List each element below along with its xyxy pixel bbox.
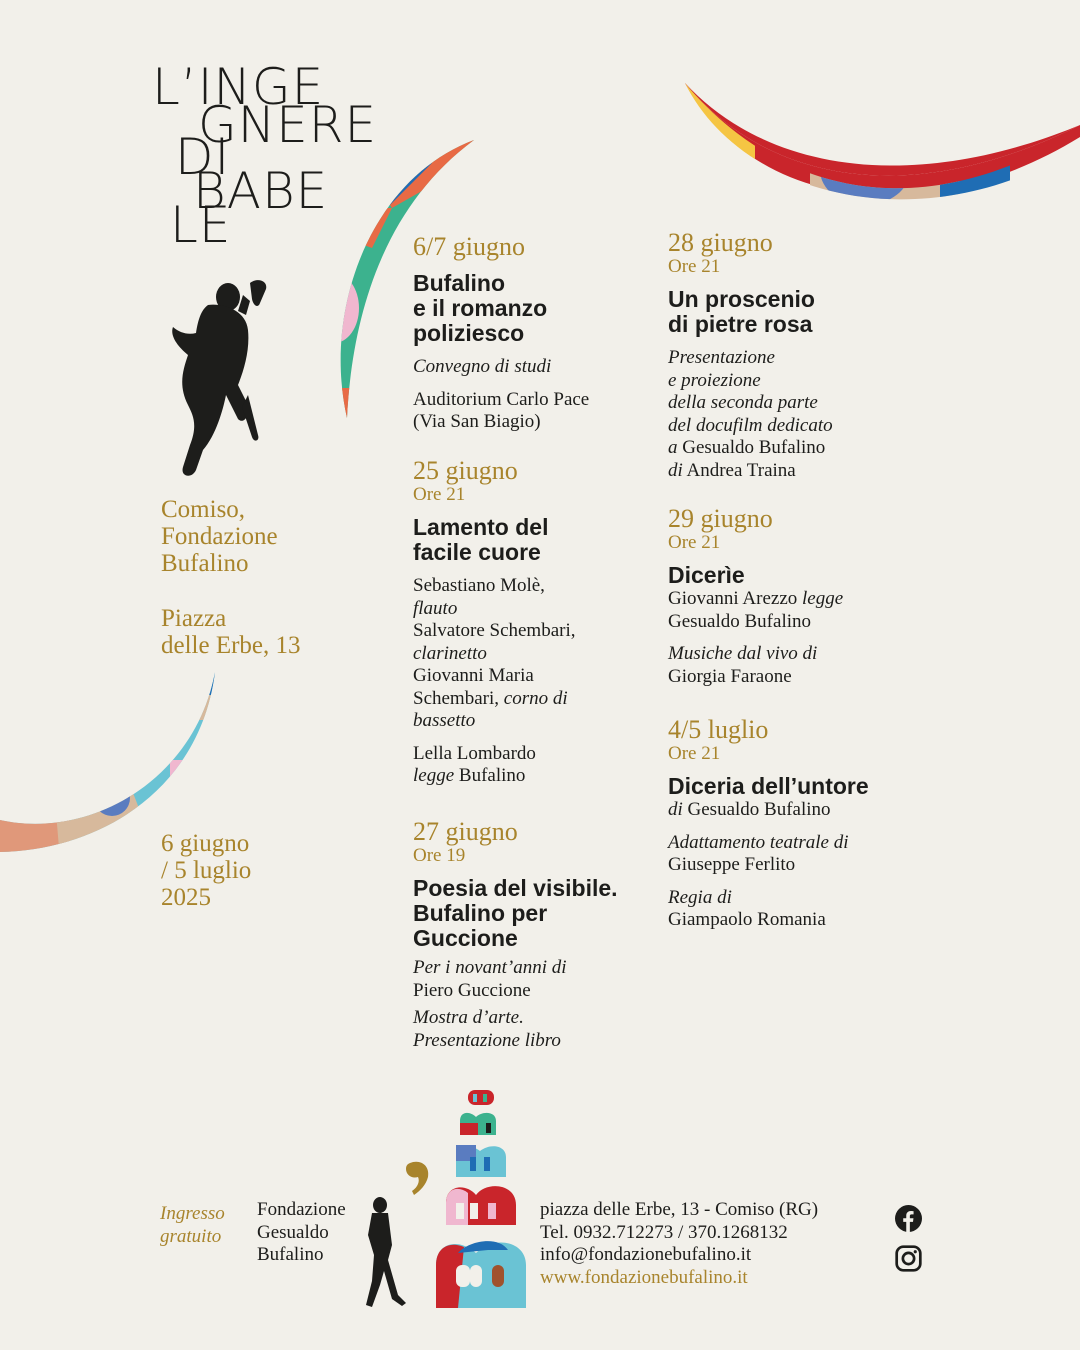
event-date: 29 giugno <box>668 504 773 533</box>
event-title-line: e il romanzo <box>413 295 548 321</box>
event-title-line: Bufalino per <box>413 900 548 926</box>
email-link[interactable]: info@fondazionebufalino.it <box>540 1244 752 1265</box>
event-title-line: Dicerìe <box>668 562 745 588</box>
event-title-line: Diceria dell’untore <box>668 773 869 799</box>
event-title-line: Lamento del <box>413 514 549 540</box>
phone: Tel. 0932.712273 / 370.1268132 <box>540 1221 788 1243</box>
event-29-giugno <box>668 505 908 688</box>
event-desc-line: Presentazione <box>668 347 775 368</box>
reads-label: legge <box>413 765 455 786</box>
dates-block <box>161 830 251 911</box>
apostrophe-mark <box>406 1162 428 1195</box>
event-author <box>668 799 928 822</box>
event-place-line: (Via San Biagio) <box>413 411 541 432</box>
event-sub-line: Mostra d’arte. <box>413 1007 524 1028</box>
event-25-giugno <box>413 457 653 788</box>
music-label: Musiche dal vivo di <box>668 643 818 664</box>
event-date: 6/7 giugno <box>413 232 525 261</box>
title-line-3: DI <box>175 128 231 186</box>
title-line-2: GNERE <box>198 96 378 154</box>
event-desc-line <box>668 460 908 483</box>
director-name: Andrea Traina <box>686 459 796 481</box>
event-title-line: Guccione <box>413 925 518 951</box>
event-time: Ore 21 <box>668 532 721 553</box>
adapter-name: Giuseppe Ferlito <box>668 854 796 875</box>
instagram-icon[interactable] <box>895 1245 922 1272</box>
venue-square-line2: delle Erbe, 13 <box>161 632 301 659</box>
event-reader <box>668 588 908 633</box>
org-line: Bufalino <box>257 1244 324 1265</box>
stacked-arches-illustration <box>436 1090 526 1308</box>
event-date: 4/5 luglio <box>668 715 769 744</box>
event-title-line: Un proscenio <box>668 286 815 312</box>
event-time: Ore 19 <box>413 845 466 866</box>
performer-name: Giovanni Maria <box>413 665 534 686</box>
event-music <box>668 643 908 688</box>
director-name: Giampaolo Romania <box>668 909 826 930</box>
venue-city: Comiso, <box>161 496 246 523</box>
title-line-5: LE <box>170 196 232 254</box>
event-title <box>413 515 653 565</box>
performer-name: Sebastiano Molè, <box>413 575 545 596</box>
venue-block <box>161 496 278 577</box>
event-direction <box>668 887 928 932</box>
event-subtitle <box>413 957 663 1002</box>
reader-line <box>413 765 653 788</box>
event-4-5-luglio <box>668 716 928 932</box>
performer-role: bassetto <box>413 710 476 731</box>
event-reader <box>413 743 653 788</box>
dates-line1: 6 giugno <box>161 830 250 857</box>
venue-foundation-line2: Bufalino <box>161 550 249 577</box>
reads-label: legge <box>802 588 844 609</box>
event-sub-line: Presentazione libro <box>413 1029 561 1051</box>
event-title <box>668 774 928 799</box>
event-performers <box>413 575 653 733</box>
event-sub-line: Per i novant’anni di <box>413 957 567 978</box>
address: piazza delle Erbe, 13 - Comiso (RG) <box>540 1199 819 1220</box>
event-title <box>413 271 653 346</box>
performer-role: corno di <box>503 687 568 709</box>
regia-label: Regia di <box>668 886 732 908</box>
dates-line3: 2025 <box>161 884 211 911</box>
preposition: di <box>668 459 683 481</box>
performer-name-role <box>413 688 653 711</box>
preposition: a <box>668 437 678 458</box>
event-sub-line: Piero Guccione <box>413 979 531 1001</box>
free-entry-line2: gratuito <box>160 1225 222 1247</box>
event-date: 25 giugno <box>413 456 518 485</box>
event-date: 28 giugno <box>668 228 773 257</box>
reader-name: Lella Lombardo <box>413 742 536 764</box>
reads-author: Bufalino <box>458 765 526 786</box>
org-line: Gesualdo <box>257 1221 329 1243</box>
author-name: Gesualdo Bufalino <box>668 610 812 632</box>
event-title-line: Poesia del visibile. <box>413 875 618 901</box>
event-title <box>668 287 908 337</box>
event-6-7-giugno <box>413 233 653 434</box>
walking-man-illustration <box>366 1197 406 1307</box>
event-desc-line: e proiezione <box>668 369 761 391</box>
event-type: Convegno di studi <box>413 356 552 377</box>
performer-name: Schembari, <box>413 687 500 709</box>
dedicated-to: Gesualdo Bufalino <box>682 437 826 458</box>
foundation-logo <box>358 1085 528 1310</box>
performer-role: clarinetto <box>413 642 487 664</box>
free-entry <box>160 1203 225 1248</box>
event-title <box>668 563 908 588</box>
performer-name: Salvatore Schembari, <box>413 620 576 641</box>
venue-foundation-line1: Fondazione <box>161 523 278 550</box>
event-adaptation <box>668 832 928 877</box>
event-date: 27 giugno <box>413 817 518 846</box>
reader-line <box>668 588 908 611</box>
event-title-line: Bufalino <box>413 270 505 296</box>
event-time: Ore 21 <box>668 743 721 764</box>
venue-square-line1: Piazza <box>161 605 227 632</box>
preposition: di <box>668 799 683 820</box>
contacts-block <box>540 1199 818 1289</box>
event-place <box>413 389 653 434</box>
event-title <box>413 876 663 951</box>
event-description <box>668 347 908 482</box>
event-title-line: facile cuore <box>413 539 541 565</box>
author-name: Gesualdo Bufalino <box>687 799 831 820</box>
event-27-giugno <box>413 818 663 1052</box>
reader-name: Giovanni Arezzo <box>668 588 798 609</box>
event-time: Ore 21 <box>413 484 466 505</box>
event-description <box>413 1007 663 1052</box>
musician-name: Giorgia Faraone <box>668 665 792 687</box>
event-desc-line: della seconda parte <box>668 392 818 413</box>
event-title-line: poliziesco <box>413 320 525 346</box>
event-place-line: Auditorium Carlo Pace <box>413 388 590 410</box>
free-entry-line1: Ingresso <box>160 1203 225 1224</box>
adapt-label: Adattamento teatrale di <box>668 831 849 853</box>
event-title-line: di pietre rosa <box>668 311 813 337</box>
facebook-icon[interactable] <box>895 1205 922 1232</box>
event-time: Ore 21 <box>668 256 721 277</box>
org-line: Fondazione <box>257 1199 346 1220</box>
dates-line2: / 5 luglio <box>161 857 252 884</box>
title-line-4: BABE <box>193 162 329 220</box>
event-desc-line <box>668 437 908 460</box>
venue-address-block <box>161 605 301 659</box>
title-line-1: L’INGE <box>152 58 325 116</box>
event-28-giugno <box>668 229 908 482</box>
crescent-top-right <box>680 75 1080 215</box>
performer-role: flauto <box>413 597 458 619</box>
jumping-figure-illustration <box>168 275 273 480</box>
event-desc-line: del docufilm dedicato <box>668 414 833 436</box>
foundation-name <box>257 1199 346 1267</box>
website-link[interactable]: www.fondazionebufalino.it <box>540 1266 748 1288</box>
